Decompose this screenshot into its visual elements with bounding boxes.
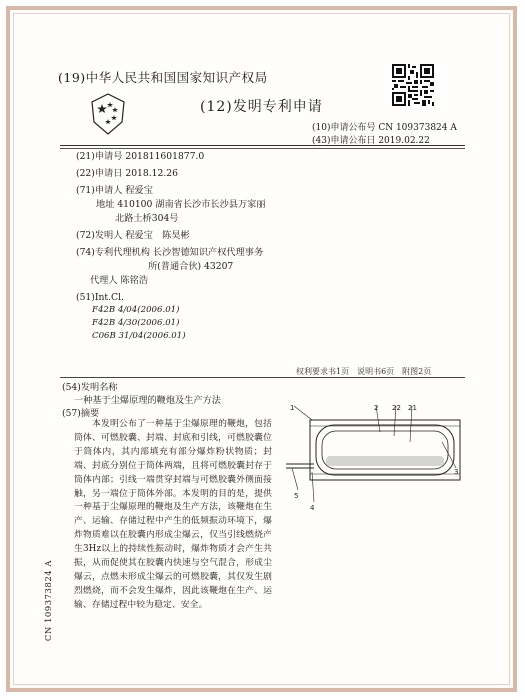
classification-3: C06B 31/04(2006.01) — [92, 331, 186, 341]
classification-1: F42B 4/04(2006.01) — [92, 305, 180, 315]
label-2: 2 — [374, 404, 379, 412]
label-3: 3 — [454, 468, 459, 476]
classification-2: F42B 4/30(2006.01) — [92, 318, 180, 328]
page-count: 权利要求书1页 说明书6页 附图2页 — [296, 367, 432, 376]
int-cl-label: (51)Int.Cl. — [76, 292, 124, 303]
side-publication-number: CN 109373824 A — [44, 560, 54, 642]
label-22: 22 — [392, 404, 401, 412]
abstract-label: (57)摘要 — [62, 408, 100, 419]
filing-date: (22)申请日 2018.12.26 — [76, 168, 178, 179]
label-1: 1 — [290, 404, 295, 412]
inventors: (72)发明人 程爱宝 陈昊彬 — [76, 230, 190, 241]
invention-title: 一种基于尘爆原理的鞭炮及生产方法 — [74, 395, 221, 406]
publication-number: (10)申请公布号 CN 109373824 A — [312, 123, 457, 133]
address-line-2: 北路土桥304号 — [115, 213, 179, 224]
label-4: 4 — [310, 504, 315, 512]
document-type: (12)发明专利申请 — [200, 99, 323, 115]
header-rule — [60, 145, 465, 146]
application-number: (21)申请号 201811601877.0 — [76, 151, 205, 162]
abstract-text: 本发明公布了一种基于尘爆原理的鞭炮，包括筒体、可燃胶囊、封端、封底和引线，可燃胶囊位于筒体内，其内部填充有部分爆炸粉状物质；封端、封底分别位于筒体两端，且将可燃胶囊封存于筒体内部；引线一端贯穿封端与可燃胶囊外侧面接触，另一端位于筒体外部。本发明的目的是，提供一种基于尘爆原理的鞭炮及生产方法，该鞭炮在生产、运输、存储过程中产生的低频振动环境下，爆炸物质难以在胶囊内形成尘爆云，仅当引线燃烧产生3Hz以上的持续性振动时，爆炸物质才会产生共振，从而促使其在胶囊内快速与空气混合，形成尘爆云，点燃未形成尘爆云的可燃胶囊，其仅发生剧烈燃烧，而不会发生爆炸，因此该鞭炮在生产、运输、存储过程中较为稳定、安全。 — [74, 419, 272, 610]
patent-drawing — [284, 402, 466, 520]
patent-agency-1: (74)专利代理机构 长沙智德知识产权代理事务 — [76, 247, 264, 258]
qr-code-icon — [392, 64, 434, 106]
cnipa-emblem-icon — [88, 92, 128, 136]
address-line-1: 地址 410100 湖南省长沙市长沙县万家丽 — [96, 199, 266, 210]
patent-agent: 代理人 陈铭浩 — [90, 275, 149, 286]
applicant: (71)申请人 程爱宝 — [76, 185, 153, 196]
patent-agency-2: 所(普通合伙) 43207 — [148, 261, 234, 272]
title-label: (54)发明名称 — [62, 382, 118, 393]
publication-date: (43)申请公布日 2019.02.22 — [312, 136, 430, 146]
office-name: (19)中华人民共和国国家知识产权局 — [58, 70, 268, 85]
label-5: 5 — [294, 492, 299, 500]
header-rule-thin — [60, 148, 465, 149]
section-rule — [60, 377, 465, 378]
label-21: 21 — [408, 404, 417, 412]
